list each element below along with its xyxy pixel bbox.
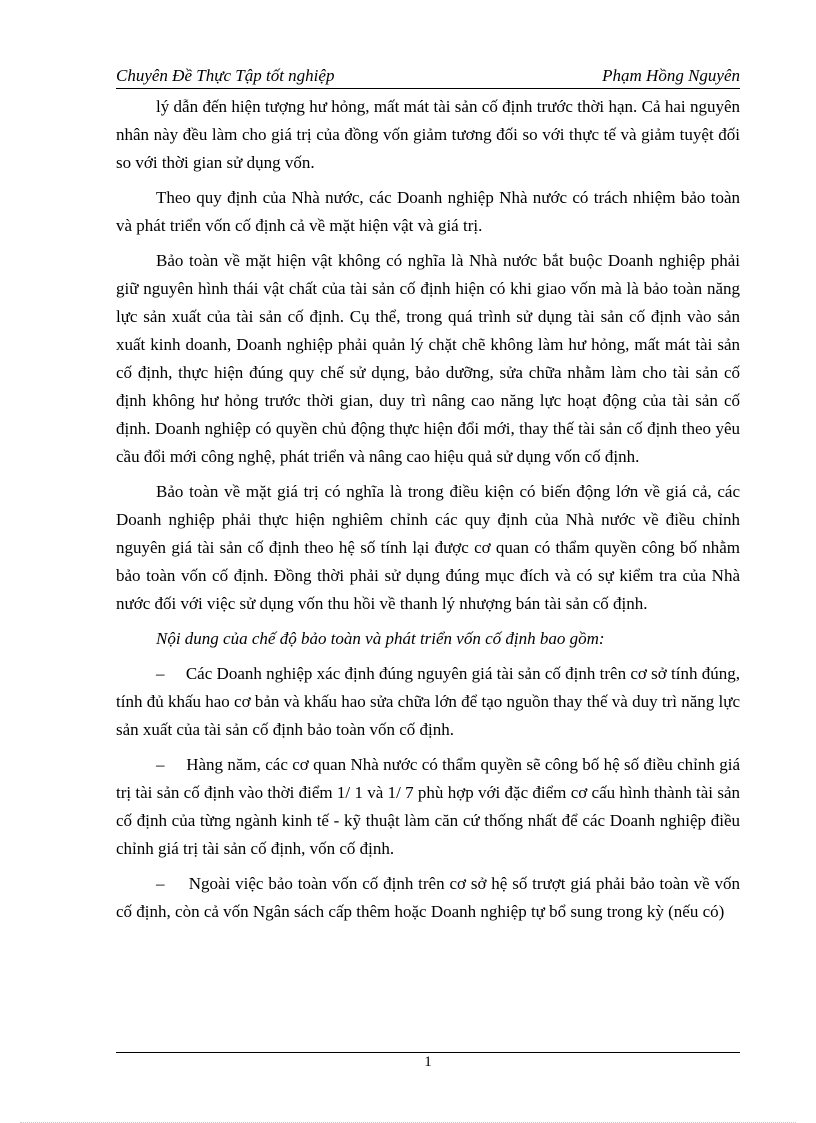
section-intro: Nội dung của chế độ bảo toàn và phát triển vốn cố định bao gồm: bbox=[156, 629, 605, 648]
footer-rule bbox=[116, 1052, 740, 1053]
header-author: Phạm Hồng Nguyên bbox=[602, 66, 740, 85]
paragraph: Bảo toàn về mặt hiện vật không có nghĩa là Nhà nước bắt buộc Doanh nghiệp phải giữ nguyên hình thái vật chất của tài sản cố định hiện có khi giao vốn mà là bảo toàn năng lực sản xuất của tài sản cố định. Cụ thể, trong quá trình sử dụng tài sản cố định vào sản xuất kinh doanh, Doanh nghiệp phải quản lý chặt chẽ không làm hư hỏng, mất mát tài sản cố định, thực hiện đúng quy chế sử dụng, bảo dưỡng, sửa chữa nhằm làm cho tài sản cố định không hư hỏng trước thời gian, duy trì nâng cao năng lực hoạt động của tài sản cố định. Doanh nghiệp có quyền chủ động thực hiện đổi mới, thay thế tài sản cố định theo yêu cầu đổi mới công nghệ, phát triển và nâng cao hiệu quả sử dụng vốn cố định. bbox=[116, 251, 740, 466]
page-header bbox=[116, 64, 740, 89]
list-item: – Hàng năm, các cơ quan Nhà nước có thẩm quyền sẽ công bố hệ số điều chỉnh giá trị tài sản cố định vào thời điểm 1/ 1 và 1/ 7 phù hợp với đặc điểm cơ cấu hình thành tài sản cố định của từng ngành kinh tế - kỹ thuật làm căn cứ thống nhất để các Doanh nghiệp điều chỉnh giá trị tài sản cố định, vốn cố định. bbox=[116, 755, 740, 858]
page-number: 1 bbox=[424, 1054, 432, 1070]
document-body bbox=[116, 93, 740, 933]
paragraph: Bảo toàn về mặt giá trị có nghĩa là trong điều kiện có biến động lớn về giá cả, các Doanh nghiệp phải thực hiện nghiêm chỉnh các quy định của Nhà nước về điều chỉnh nguyên giá tài sản cố định theo hệ số tính lại được cơ quan có thẩm quyền công bố nhằm bảo toàn vốn cố định. Đồng thời phải sử dụng đúng mục đích và có sự kiểm tra của Nhà nước đối với việc sử dụng vốn thu hồi về thanh lý nhượng bán tài sản cố định. bbox=[116, 482, 740, 613]
list-item: – Ngoài việc bảo toàn vốn cố định trên cơ sở hệ số trượt giá phải bảo toàn về vốn cố định, còn cả vốn Ngân sách cấp thêm hoặc Doanh nghiệp tự bổ sung trong kỳ (nếu có) bbox=[116, 874, 740, 921]
header-title: Chuyên Đề Thực Tập tốt nghiệp bbox=[116, 66, 335, 85]
list-item: – Các Doanh nghiệp xác định đúng nguyên giá tài sản cố định trên cơ sở tính đúng, tính đủ khấu hao cơ bản và khấu hao sửa chữa lớn để tạo nguồn thay thế và duy trì năng lực sản xuất của tài sản cố định bảo toàn vốn cố định. bbox=[116, 664, 740, 739]
paragraph: lý dẫn đến hiện tượng hư hỏng, mất mát tài sản cố định trước thời hạn. Cả hai nguyên nhân này đều làm cho giá trị của đồng vốn giảm tương đối so với thực tế và giảm tuyệt đối so với thời gian sử dụng vốn. bbox=[116, 97, 740, 172]
paragraph: Theo quy định của Nhà nước, các Doanh nghiệp Nhà nước có trách nhiệm bảo toàn và phát triển vốn cố định cả về mặt hiện vật và giá trị. bbox=[116, 188, 740, 235]
